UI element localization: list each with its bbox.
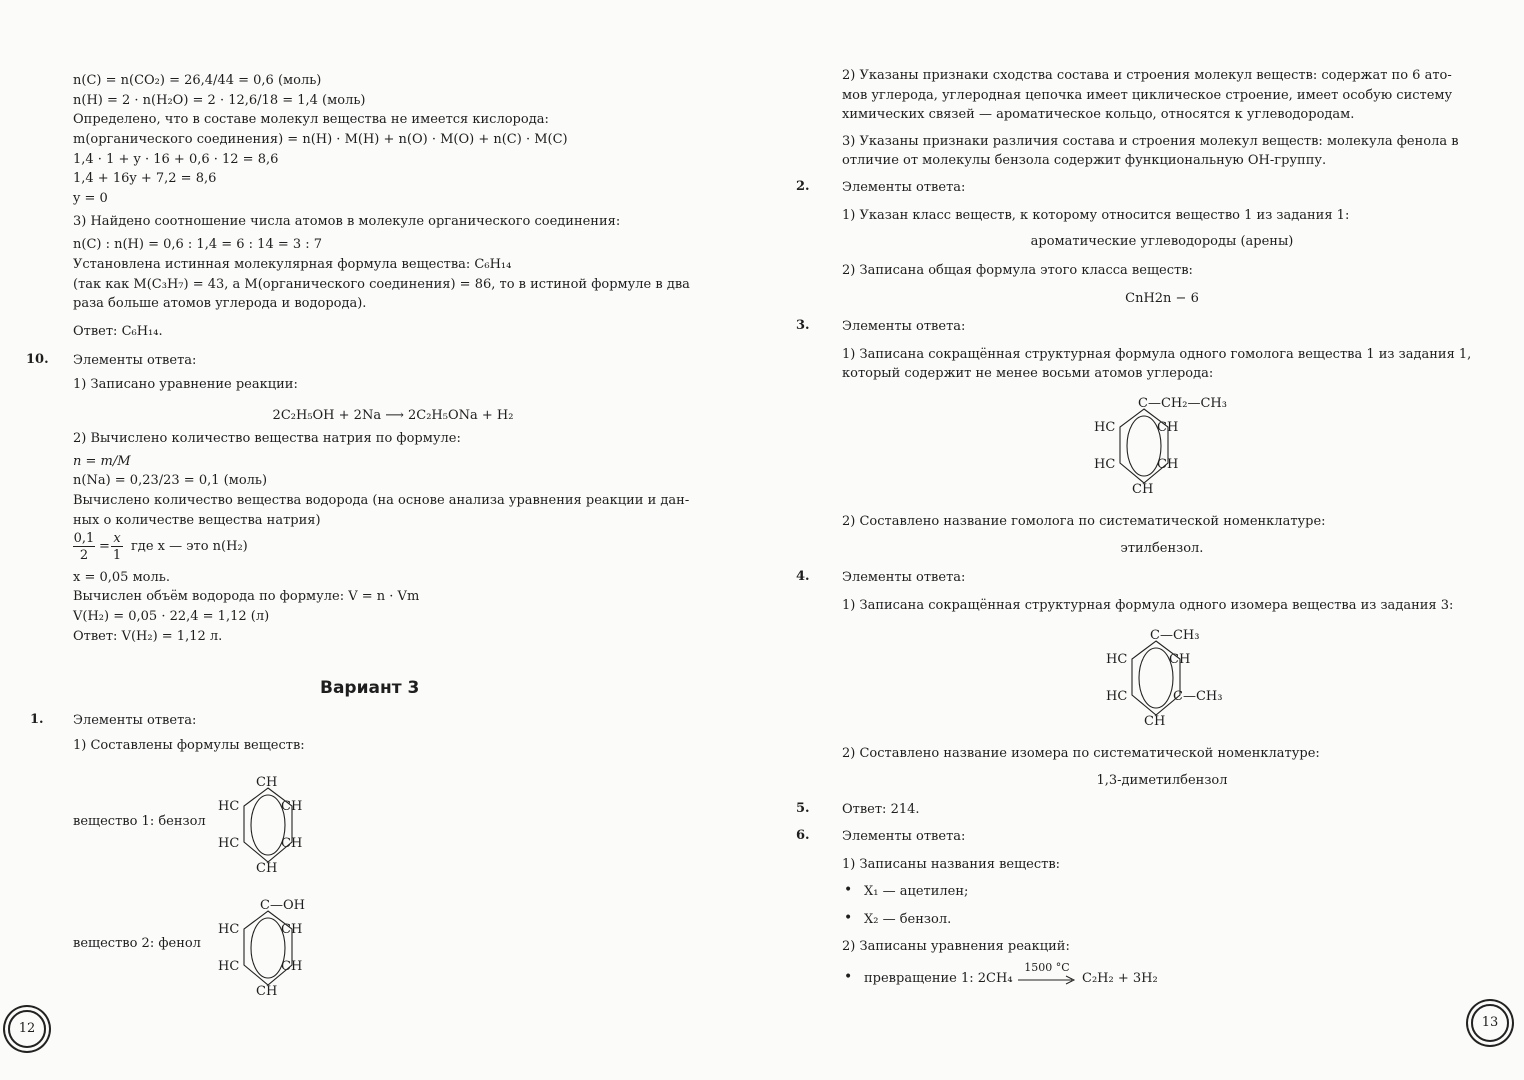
- text-line: n(C) = n(CO₂) = 26,4/44 = 0,6 (моль): [73, 73, 322, 88]
- atom-label: CH: [256, 861, 278, 876]
- centered-line: ароматические углеводороды (арены): [1030, 234, 1294, 249]
- atom-label: CH: [256, 775, 278, 790]
- atom-label: CH: [256, 984, 278, 999]
- atom-label: CH: [281, 959, 303, 974]
- text-line: 3) Указаны признаки различия состава и строения молекул веществ: молекула фенола в: [842, 134, 1459, 149]
- atom-label: CH: [1157, 457, 1179, 472]
- section-header: Элементы ответа:: [842, 829, 966, 844]
- reaction-right: C₂H₂ + 3H₂: [1082, 971, 1158, 986]
- text-line: m(органического соединения) = n(H) · M(H) + n(O) · M(O) + n(C) · M(C): [73, 132, 568, 147]
- text-line: V(H₂) = 0,05 · 22,4 = 1,12 (л): [73, 609, 270, 624]
- text-line: который содержит не менее восьми атомов углерода:: [842, 366, 1214, 381]
- answer-line: Ответ: C₆H₁₄.: [73, 324, 163, 339]
- text-line: Вычислен объём водорода по формуле: V = n · Vm: [73, 589, 420, 604]
- fraction-denominator: 1: [112, 548, 122, 563]
- atom-label: C—CH₃: [1150, 628, 1200, 643]
- atom-label: C—CH₃: [1173, 689, 1223, 704]
- fraction-denominator: 2: [79, 548, 89, 563]
- compound-name: 1,3-диметилбензол: [1096, 773, 1228, 788]
- atom-label: CH: [1157, 420, 1179, 435]
- text-line: 3) Найдено соотношение числа атомов в молекуле органического соединения:: [73, 214, 621, 229]
- list-item: X₁ — ацетилен;: [864, 884, 969, 899]
- question-number: 10.: [26, 352, 49, 367]
- atom-label: HC: [218, 959, 240, 974]
- atom-label: CH: [1132, 482, 1154, 497]
- bullet-icon: •: [844, 910, 853, 926]
- question-number: 3.: [796, 318, 810, 333]
- atom-label: HC: [1094, 457, 1116, 472]
- text-line: x = 0,05 моль.: [73, 570, 170, 585]
- text-line: 2) Указаны признаки сходства состава и строения молекул веществ: содержат по 6 ато-: [842, 68, 1452, 83]
- text-line: мов углерода, углеродная цепочка имеет циклическое строение, имеет особую систему: [842, 88, 1453, 103]
- text-line: ных о количестве вещества натрия): [73, 513, 321, 528]
- compound-name: этилбензол.: [1120, 541, 1204, 556]
- page-number: 12: [8, 1010, 46, 1048]
- text-line: отличие от молекулы бензола содержит функциональную OH-группу.: [842, 153, 1327, 168]
- text-line: n(Na) = 0,23/23 = 0,1 (моль): [73, 473, 268, 488]
- substance-1-label: вещество 1: бензол: [73, 814, 206, 829]
- text-line: 2) Записаны уравнения реакций:: [842, 939, 1070, 954]
- atom-label: HC: [1106, 689, 1128, 704]
- ethylbenzene-structure: [1090, 391, 1290, 501]
- right-page: [762, 0, 1524, 1080]
- dimethylbenzene-structure: [1102, 623, 1302, 733]
- substance-2-label: вещество 2: фенол: [73, 936, 201, 951]
- atom-label: HC: [218, 922, 240, 937]
- text-line: y = 0: [73, 191, 108, 206]
- text-line: 1) Указан класс веществ, к которому относится вещество 1 из задания 1:: [842, 208, 1350, 223]
- section-header: Элементы ответа:: [842, 319, 966, 334]
- text-line: 1) Записаны названия веществ:: [842, 857, 1061, 872]
- atom-label: C—OH: [260, 898, 305, 913]
- question-number: 4.: [796, 569, 810, 584]
- text-line: Установлена истинная молекулярная формула вещества: C₆H₁₄: [73, 257, 512, 272]
- bullet-icon: •: [844, 969, 853, 985]
- variant-title: Вариант 3: [320, 678, 420, 698]
- text-line: (так как M(C₃H₇) = 43, а M(органического соединения) = 86, то в истиной формуле в два: [73, 277, 690, 292]
- fraction-numerator: x: [111, 531, 123, 547]
- text-line: 2) Составлено название гомолога по систематической номенклатуре:: [842, 514, 1326, 529]
- atom-label: CH: [281, 836, 303, 851]
- section-header: Элементы ответа:: [73, 713, 197, 728]
- text-line: 1) Составлены формулы веществ:: [73, 738, 305, 753]
- phenol-structure: [214, 893, 354, 1003]
- text-line: Вычислено количество вещества водорода (на основе анализа уравнения реакции и дан-: [73, 493, 690, 508]
- fraction-tail: где x — это n(H₂): [131, 539, 248, 554]
- atom-label: CH: [281, 799, 303, 814]
- atom-label: CH: [281, 922, 303, 937]
- atom-label: CH: [1144, 714, 1166, 729]
- formula-line: n = m/M: [73, 454, 131, 469]
- text-line: химических связей — ароматическое кольцо, относятся к углеводородам.: [842, 107, 1355, 122]
- general-formula: CnH2n − 6: [1125, 291, 1199, 306]
- question-number: 1.: [30, 712, 44, 727]
- page-number: 13: [1471, 1004, 1509, 1042]
- text-line: 1,4 + 16y + 7,2 = 8,6: [73, 171, 217, 186]
- fraction-numerator: 0,1: [73, 531, 95, 546]
- text-line: 2) Записана общая формула этого класса веществ:: [842, 263, 1193, 278]
- question-number: 6.: [796, 828, 810, 843]
- question-number: 2.: [796, 179, 810, 194]
- reaction-left: превращение 1: 2CH₄: [864, 971, 1013, 986]
- section-header: Элементы ответа:: [842, 570, 966, 585]
- atom-label: CH: [1169, 652, 1191, 667]
- section-header: Элементы ответа:: [73, 353, 197, 368]
- text-line: 1) Записано уравнение реакции:: [73, 377, 298, 392]
- equals-sign: =: [99, 539, 110, 554]
- answer-line: Ответ: V(H₂) = 1,12 л.: [73, 629, 223, 644]
- text-line: 2) Вычислено количество вещества натрия по формуле:: [73, 431, 461, 446]
- atom-label: HC: [1094, 420, 1116, 435]
- text-line: 1,4 · 1 + y · 16 + 0,6 · 12 = 8,6: [73, 152, 279, 167]
- text-line: Определено, что в составе молекул вещества не имеется кислорода:: [73, 112, 549, 127]
- text-line: n(H) = 2 · n(H₂O) = 2 · 12,6/18 = 1,4 (моль): [73, 93, 366, 108]
- answer-line: Ответ: 214.: [842, 802, 920, 817]
- atom-label: HC: [1106, 652, 1128, 667]
- section-header: Элементы ответа:: [842, 180, 966, 195]
- text-line: n(C) : n(H) = 0,6 : 1,4 = 6 : 14 = 3 : 7: [73, 237, 323, 252]
- text-line: 1) Записана сокращённая структурная формула одного гомолога вещества 1 из задания 1,: [842, 347, 1472, 362]
- text-line: 2) Составлено название изомера по систематической номенклатуре:: [842, 746, 1320, 761]
- bullet-icon: •: [844, 882, 853, 898]
- reaction-condition: 1500 °C: [1024, 961, 1070, 974]
- atom-label: HC: [218, 836, 240, 851]
- reaction-equation: 2C₂H₅OH + 2Na ⟶ 2C₂H₅ONa + H₂: [272, 408, 514, 423]
- atom-label: C—CH₂—CH₃: [1138, 396, 1227, 411]
- text-line: 1) Записана сокращённая структурная формула одного изомера вещества из задания 3:: [842, 598, 1454, 613]
- text-line: раза больше атомов углерода и водорода).: [73, 296, 367, 311]
- list-item: X₂ — бензол.: [864, 912, 952, 927]
- question-number: 5.: [796, 801, 810, 816]
- atom-label: HC: [218, 799, 240, 814]
- reaction-arrow-icon: [1018, 975, 1078, 985]
- benzene-structure: [214, 770, 324, 880]
